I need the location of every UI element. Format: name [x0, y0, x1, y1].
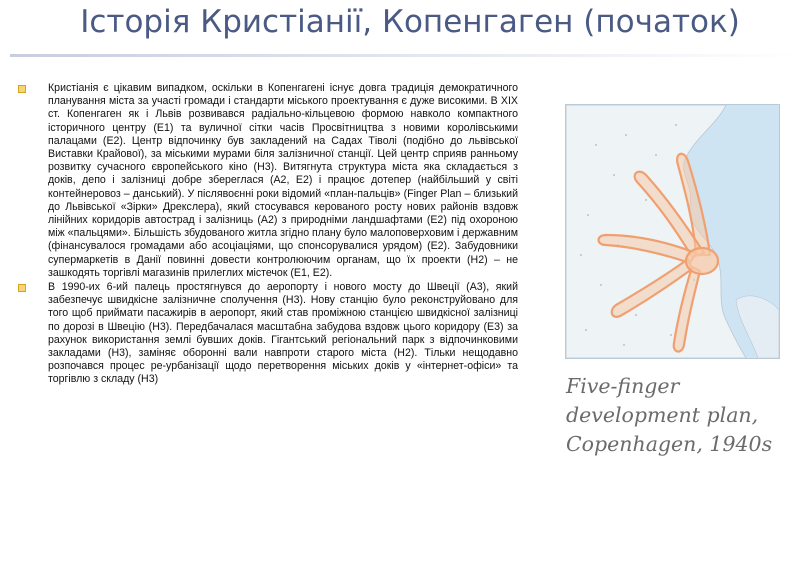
caption-line: Five-finger	[566, 374, 680, 398]
title-divider	[10, 54, 800, 57]
bullet-list	[18, 82, 518, 387]
caption-line: Copenhagen, 1940s	[566, 432, 773, 456]
finger-plan-map	[565, 104, 780, 359]
square-bullet-icon	[18, 284, 26, 292]
bullet-item	[18, 82, 518, 280]
map-caption	[566, 372, 801, 459]
bullet-text: В 1990-их 6-ий палець простягнувся до аеропорту і нового мосту до Швеції (А3), який забезпечує швидкісне залізничне сполучення (Н3). Нову станцію було реконструйовано для того щоб приймати пасажирів в аеропорт, який став проміжною станцією швидкісної залізниці по дорозі в Швецію (Н3). Передбачалася масштабна забудова вздовж цього коридору (Е3) за рахунок використання землі бувших доків. Гігантський регіональний парк з відпочинковими закладами (Н3), заміняє оборонні вали навпроти старого міста (Н2). Тільки нещодавно розпочався процес ре-урбанізації щодо перетворення міських доків у «інтернет-офіси» та торгівлю з складу (Н3)	[48, 281, 518, 386]
island	[736, 296, 779, 358]
square-bullet-icon	[18, 85, 26, 93]
land-mass	[566, 105, 746, 358]
bullet-text: Кристіанія є цікавим випадком, оскільки в Копенгагені існує довга традиція демократичного планування міста за участі громади і стандарти міського проектування є дуже високими. В XIX ст. Копенгаген як і Львів розвивався радіально-кільцевою формою навколо компактного історичного центру (Е1) та вуличної сітки часів Просвітництва з новими королівськими палацами (Е2). Центр відпочинку був закладений на Садах Тіволі (подібно до львівської Виставки Крайової), за міськими мурами біля залізничної станції. Цей центр сприяв ранньому розвитку сучасного європейського кіно (Н3). Витягнута структура міста яка складається з доків, депо і залізниці добре збереглася (А2, Е2) і працює дотепер (найбільший у світі контейнеровоз – данський). У післявоєнні роки відомий «план-пальців» (Finger Plan – близький до Львівської «Зірки» Дрекслера), який стосувався керованого росту нових районів вздовж лінійних коридорів автострад і залізниць (А2) з природніми ландшафтами (Е2) під охороною між «пальцями». Більшість збудованого житла згідно плану було малоповерховим і державним (фінансувалося громадами або асоціаціями, що спонсорувалися урядом) (Е2). Забудовники супермаркетів в Данії повинні довести контролюючим органам, що їх проекти (Н2) – не зашкодять торгівлі магазинів прилеглих містечок (Е1, Е2).	[48, 82, 518, 279]
city-core	[686, 248, 718, 274]
caption-line: development plan,	[566, 403, 759, 427]
finger-plan-map-drawing	[566, 105, 779, 358]
page-title: Історія Кристіанії, Копенгаген (початок)	[80, 4, 740, 40]
bullet-item	[18, 281, 518, 387]
